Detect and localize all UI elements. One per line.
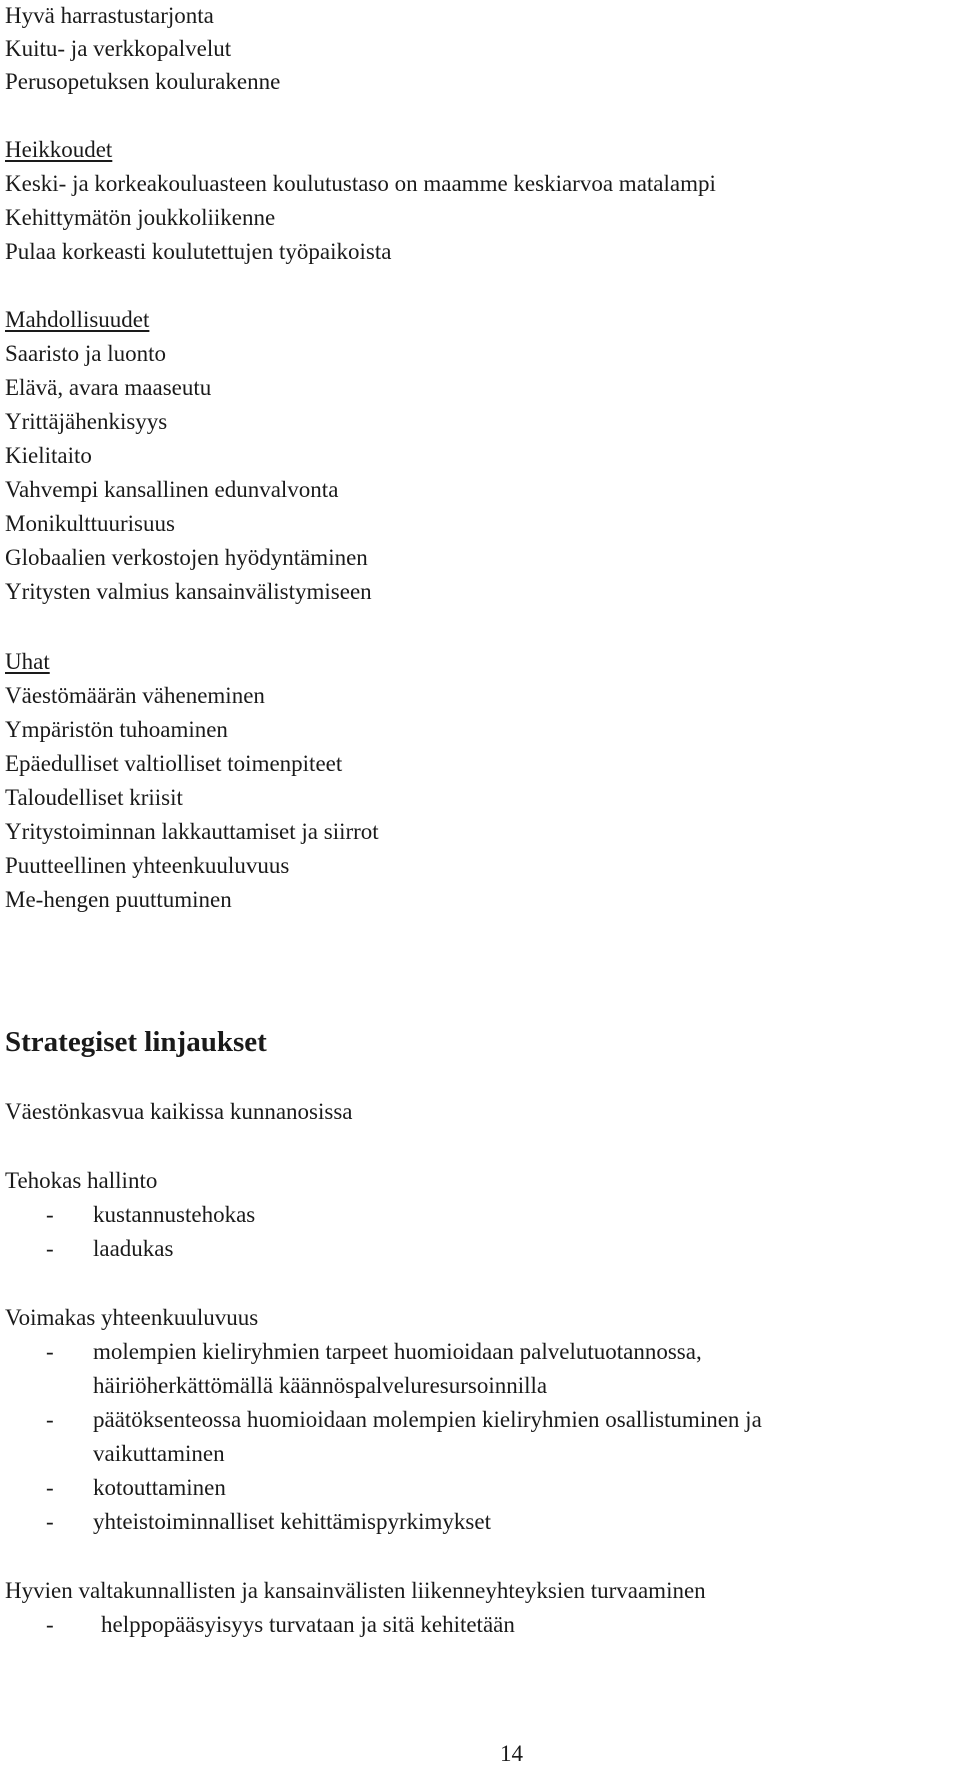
weakness-item: Pulaa korkeasti koulutettujen työpaikoista xyxy=(5,239,392,264)
opportunity-item: Monikulttuurisuus xyxy=(5,511,175,536)
page-number: 14 xyxy=(500,1741,523,1766)
strategy-title: Strategiset linjaukset xyxy=(5,1026,267,1058)
opportunity-item: Elävä, avara maaseutu xyxy=(5,375,212,400)
threats-heading: Uhat xyxy=(5,649,50,674)
threat-item: Taloudelliset kriisit xyxy=(5,785,183,810)
admin-item: laadukas xyxy=(93,1236,174,1261)
list-dash: - xyxy=(46,1612,54,1637)
opportunity-item: Vahvempi kansallinen edunvalvonta xyxy=(5,477,339,502)
threat-item: Väestömäärän väheneminen xyxy=(5,683,265,708)
opportunities-heading: Mahdollisuudet xyxy=(5,307,150,332)
admin-item: kustannustehokas xyxy=(93,1202,256,1227)
intro-item: Perusopetuksen koulurakenne xyxy=(5,69,281,94)
cohesion-item: päätöksenteossa huomioidaan molempien kieliryhmien osallistuminen ja xyxy=(93,1407,762,1432)
cohesion-item: yhteistoiminnalliset kehittämispyrkimykset xyxy=(93,1509,491,1534)
connections-item: helppopääsyisyys turvataan ja sitä kehitetään xyxy=(101,1612,515,1637)
list-dash: - xyxy=(46,1407,54,1432)
intro-item: Kuitu- ja verkkopalvelut xyxy=(5,36,232,61)
cohesion-heading: Voimakas yhteenkuuluvuus xyxy=(5,1305,259,1330)
intro-item: Hyvä harrastustarjonta xyxy=(5,3,214,28)
list-dash: - xyxy=(46,1509,54,1534)
cohesion-item: kotouttaminen xyxy=(93,1475,226,1500)
threat-item: Ympäristön tuhoaminen xyxy=(5,717,228,742)
weaknesses-heading: Heikkoudet xyxy=(5,137,113,162)
cohesion-item: molempien kieliryhmien tarpeet huomioidaan palvelutuotannossa, xyxy=(93,1339,702,1364)
threat-item: Puutteellinen yhteenkuuluvuus xyxy=(5,853,290,878)
threat-item: Epäedulliset valtiolliset toimenpiteet xyxy=(5,751,343,776)
opportunity-item: Saaristo ja luonto xyxy=(5,341,166,366)
admin-heading: Tehokas hallinto xyxy=(5,1168,158,1193)
list-dash: - xyxy=(46,1339,54,1364)
list-dash: - xyxy=(46,1202,54,1227)
opportunity-item: Yritysten valmius kansainvälistymiseen xyxy=(5,579,372,604)
cohesion-item-continued: häiriöherkättömällä käännöspalveluresursoinnilla xyxy=(93,1373,548,1398)
weakness-item: Keski- ja korkeakouluasteen koulutustaso on maamme keskiarvoa matalampi xyxy=(5,171,716,196)
opportunity-item: Kielitaito xyxy=(5,443,92,468)
weakness-item: Kehittymätön joukkoliikenne xyxy=(5,205,276,230)
list-dash: - xyxy=(46,1236,54,1261)
strategy-population: Väestönkasvua kaikissa kunnanosissa xyxy=(5,1099,353,1124)
opportunity-item: Yrittäjähenkisyys xyxy=(5,409,168,434)
cohesion-item-continued: vaikuttaminen xyxy=(93,1441,225,1466)
threat-item: Me-hengen puuttuminen xyxy=(5,887,232,912)
opportunity-item: Globaalien verkostojen hyödyntäminen xyxy=(5,545,368,570)
connections-heading: Hyvien valtakunnallisten ja kansainvälisten liikenneyhteyksien turvaaminen xyxy=(5,1578,706,1603)
threat-item: Yritystoiminnan lakkauttamiset ja siirrot xyxy=(5,819,379,844)
list-dash: - xyxy=(46,1475,54,1500)
